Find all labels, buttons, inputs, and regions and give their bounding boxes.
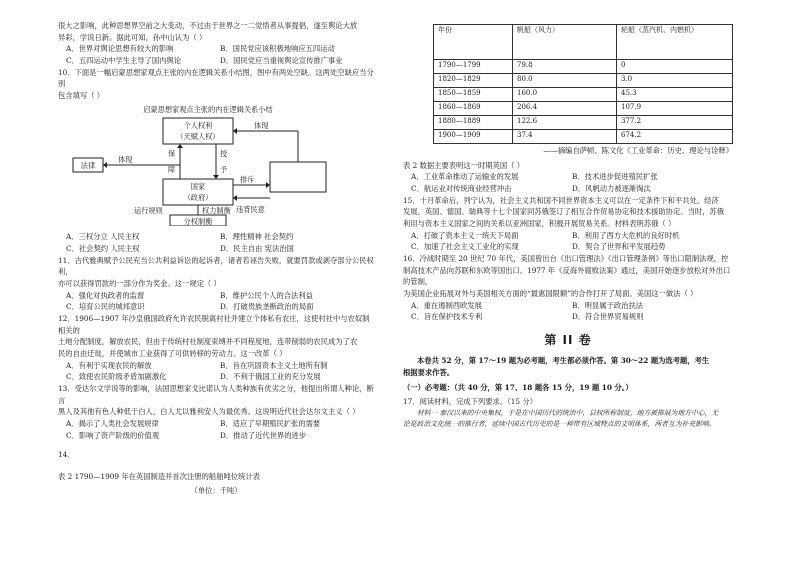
table-header-row [434, 25, 733, 60]
table-cell-year: 1820—1829 [434, 74, 513, 88]
q11-option-a[interactable]: A．强化对执政者的监督 [66, 290, 145, 300]
blank-box-right [270, 162, 326, 192]
fenquan-box-label: 分权制衡 [183, 216, 213, 226]
q12-line-2: 土地分配制度，解放农民，但由于传统村社制度束缚并不同程度地，连带削弱的农民成为了农 [58, 337, 358, 347]
q11-options [58, 290, 374, 313]
material-line-1: 材料一 秦汉以来的中央集权，于是在中国历代的统治中，县权所称制度，地方被推展为地方中心，无 [417, 408, 719, 417]
q14-option-b[interactable]: B．技术进步促进殖民扩张 [572, 172, 658, 182]
part-two-instr-line-2: 根据要求作答。 [403, 367, 455, 377]
q9-line-1: 很大之影响，此种思想界空前之大变动，不过由于世界之一二觉悟者从事提倡，遂至舆论大放 [58, 21, 358, 30]
label-yu: 予 [220, 164, 228, 174]
question-16 [403, 253, 733, 323]
part-two-title: 第 II 卷 [544, 333, 592, 348]
label-baozhang: 障 [168, 164, 176, 174]
q10-option-c[interactable]: C．社会契约 人民主权 [66, 244, 140, 254]
q10-options [58, 231, 374, 254]
q13-option-a[interactable]: A．揭示了人类社会发展规律 [66, 419, 159, 429]
table-row [434, 74, 733, 88]
table-header-steam: 轮船（蒸汽机、内燃机） [617, 25, 733, 60]
q13-option-d[interactable]: D．推动了近代世界的进步 [220, 430, 307, 440]
q14-option-a[interactable]: A．工业革命推动了运输业的发展 [411, 172, 519, 182]
q10-line-1: 10．下面是一幅启蒙思想家观点主张的内在逻辑关系小结图，图中有两处空缺。这两处空缺应当分别 [58, 67, 374, 89]
q15-line-1: 15．十月革命后，列宁认为，社会主义共和国不同世界资本主义可以在一定条件下和平共处。经济 [403, 195, 719, 205]
label-bao: 保 [168, 148, 176, 158]
q17-line: 17．阅读材料，完成下列要求。（15 分） [403, 397, 537, 407]
table-cell-sail: 160.0 [513, 88, 617, 102]
q16-options [403, 300, 733, 323]
logic-diagram-svg [58, 104, 358, 226]
table-cell-sail: 122.6 [513, 116, 617, 130]
q12-option-b[interactable]: B．旨在巩固资本主义土地所有制 [220, 360, 328, 370]
q15-option-c[interactable]: C．加速了社会主义工业化的实现 [411, 242, 519, 252]
required-section-title: （一）必考题：（共 40 分，第 17、18 题各 15 分，19 题 10 分。） [403, 382, 633, 392]
table-cell-sail: 37.4 [513, 130, 617, 144]
label-shou: 授 [220, 148, 228, 158]
question-14 [403, 160, 733, 195]
question-9 [58, 20, 374, 67]
q11-option-b[interactable]: B．维护公民个人的合法利益 [220, 290, 313, 300]
label-yunxing: 运行规则 [134, 205, 163, 215]
tonnage-table [433, 24, 733, 144]
table-unit: （单位：千吨） [190, 485, 242, 495]
table-caption: 表 2 1790—1909 年在英国制造并首次注册的船舶吨位统计表 [58, 472, 260, 482]
q16-option-b[interactable]: B．明显属于政治扶法 [572, 300, 644, 310]
q15-option-b[interactable]: B．利用了西方大危机的良好时机 [572, 230, 680, 240]
table-cell-sail: 80.0 [513, 74, 617, 88]
q12-option-a[interactable]: A．有利于实现农民的解放 [66, 360, 152, 370]
table-cell-year: 1850—1859 [434, 88, 513, 102]
material-line-2: 论是政治文化统一的推行者，延续中国古代历史的是一种带有区域特点的文明体系，两者互为补充影响。 [403, 419, 716, 428]
q10-option-d[interactable]: D．民主自由 宪法治国 [220, 244, 294, 254]
q12-option-d[interactable]: D．不利于俄国工业的充分发展 [220, 372, 321, 382]
q13-line-1: 13．受达尔文学说等的影响，法国思想家戈比诺认为人类种族有优劣之分，他提出所谓人种论，断言 [58, 384, 374, 405]
table-header-sail: 帆船（风力） [513, 25, 617, 60]
q11-line-1: 11．古代雅典赋予公民充当公共利益诉讼的起诉者，诸者若诬告失败，就要罚款或剥夺部分公民权利， [58, 255, 374, 277]
question-12 [58, 313, 374, 383]
table-cell-steam: 107.9 [617, 102, 733, 116]
state-box-line-1: 国家 [190, 181, 206, 191]
table-header-year: 年份 [434, 25, 513, 60]
question-10 [58, 67, 374, 255]
table-cell-year: 1860—1869 [434, 102, 513, 116]
q16-option-d[interactable]: D．符合世界贸易规则 [572, 312, 644, 322]
part-two-instr-line-1: 本卷共 52 分，第 17～19 题为必考题，考生都必须作答。第 30～22 题为选考题，考生 [417, 356, 710, 366]
table-cell-year: 1900—1909 [434, 130, 513, 144]
q15-line-2: 发展，英国、德国、瑞典等十七个国家同苏俄签订了相互合作贸易协定和技术援助协定。当时，苏俄 [403, 207, 725, 217]
rights-box-line-1: 个人权利 [183, 120, 213, 130]
table-cell-steam: 377.2 [617, 116, 733, 130]
diagram-title: 启蒙思想家观点主张的内在逻辑关系小结 [143, 104, 273, 114]
table-cell-sail: 206.4 [513, 102, 617, 116]
table-cell-steam: 674.2 [617, 130, 733, 144]
q16-option-c[interactable]: C．旨在保护技术专利 [411, 312, 483, 322]
q9-option-b[interactable]: B．国民党应该积极地响应五四运动 [220, 44, 335, 54]
table-row [434, 130, 733, 144]
q16-line-3: 为美国企业拓展对外与美国相关方面的“最惠国限额”的合作打开了局面。美国这一做法（ ） [403, 289, 698, 299]
q14-line: 表 2 数据主要表明这一时期英国（ ） [403, 160, 525, 170]
q16-option-a[interactable]: A．重在遏制西欧发展 [411, 300, 482, 310]
state-box-line-2: （政府） [183, 192, 213, 202]
q12-line-3: 民的自由迁徙，并使城市工业获得了可供转移的劳动力。这一改革（ ） [58, 349, 287, 359]
table-row [434, 60, 733, 74]
q11-option-d[interactable]: D．打破贵族垄断政治的局面 [220, 302, 314, 312]
question-13 [58, 383, 374, 441]
q15-option-a[interactable]: A．打破了资本主义一统天下局面 [411, 230, 519, 240]
q14-options [403, 171, 733, 194]
q15-line-3: 利用与资本主义国家之间的关系以亚洲国家，积极开展贸易关系。材料表明苏俄（ ） [403, 219, 676, 229]
q13-option-b[interactable]: B．适应了早期殖民扩张的需要 [220, 419, 321, 429]
question-15 [403, 195, 733, 253]
q9-line-2: 异彩，学说日新。据此可知，孙中山认为（ ） [58, 32, 207, 42]
q13-line-2: 黑人及其他有色人种低于白人，白人尤以雅利安人为最优秀。这说明近代社会达尔文主义（ ） [58, 407, 360, 417]
table-row [434, 102, 733, 116]
q16-line-2: 制高技术产品向苏联和东欧等国出口。1977 年《反海外腐败法案》通过，美国开始逐步放松对外出口的管制， [403, 265, 731, 287]
right-column [403, 24, 733, 430]
q14-option-d[interactable]: D．风帆动力被逐渐淘汰 [572, 184, 651, 194]
q13-options [58, 418, 374, 441]
law-box-label: 法律 [80, 160, 96, 170]
label-paichu: 排斥 [240, 174, 255, 184]
q10-line-2: 包含填写（ ） [58, 91, 105, 101]
q9-options [58, 43, 374, 66]
q12-line-1: 12．1906—1907 年沙皇俄国政府允许农民脱离村社并建立个体私有农庄，这使村社中与农奴制相关的 [58, 314, 370, 335]
q14-option-c[interactable]: C．航运业对传统商业经营冲击 [411, 184, 512, 194]
table-cell-sail: 79.8 [513, 60, 617, 74]
table-source: ——摘编自萨顿、陈文化《工业革命：历史、理论与诠释》 [543, 146, 733, 155]
left-column [58, 20, 374, 496]
q12-option-c[interactable]: C．致使农民阶级矛盾加剧激化 [66, 372, 167, 382]
q14-stub: 14． [58, 450, 75, 460]
table-cell-steam: 0 [617, 60, 733, 74]
q15-option-d[interactable]: D．契合了世界和平发展趋势 [572, 242, 666, 252]
table-cell-year: 1790—1799 [434, 60, 513, 74]
q9-option-c[interactable]: C．五四运动中学生主导了国内舆论 [66, 56, 182, 66]
q12-options [58, 360, 374, 383]
label-tixian-right: 体现 [254, 120, 269, 130]
q15-options [403, 230, 733, 253]
q11-line-2: 亦可以获得罚款的一部分作为奖金。这一规定（ ） [58, 279, 221, 289]
q11-option-c[interactable]: C．培育公民的城邦意识 [66, 302, 145, 312]
table-row [434, 116, 733, 130]
q9-option-d[interactable]: D．国民党应当重视舆论宣传推广事业 [220, 56, 343, 66]
q10-option-a[interactable]: A．三权分立 人民主权 [66, 232, 140, 242]
table-cell-steam: 3.0 [617, 74, 733, 88]
q9-option-a[interactable]: A．世界对舆论思想有较大的影响 [66, 44, 174, 54]
label-tixian-left: 体现 [118, 154, 133, 164]
table-row [434, 88, 733, 102]
logic-diagram [58, 104, 374, 230]
label-weibei: 违背民意 [236, 204, 265, 214]
question-11 [58, 255, 374, 313]
q10-option-b[interactable]: B．理性精神 社会契约 [220, 232, 294, 242]
table-cell-year: 1880—1889 [434, 116, 513, 130]
q13-option-c[interactable]: C．影响了资产阶级的价值观 [66, 430, 160, 440]
rights-box-line-2: （天赋人权） [176, 131, 220, 141]
label-quanli: 权力制衡 [202, 205, 231, 215]
table-cell-steam: 45.3 [617, 88, 733, 102]
q16-line-1: 16．冷战时期至 20 世纪 70 年代，美国曾出台《出口管理法》《出口管理条例》等出口限制法规，控 [403, 254, 729, 264]
